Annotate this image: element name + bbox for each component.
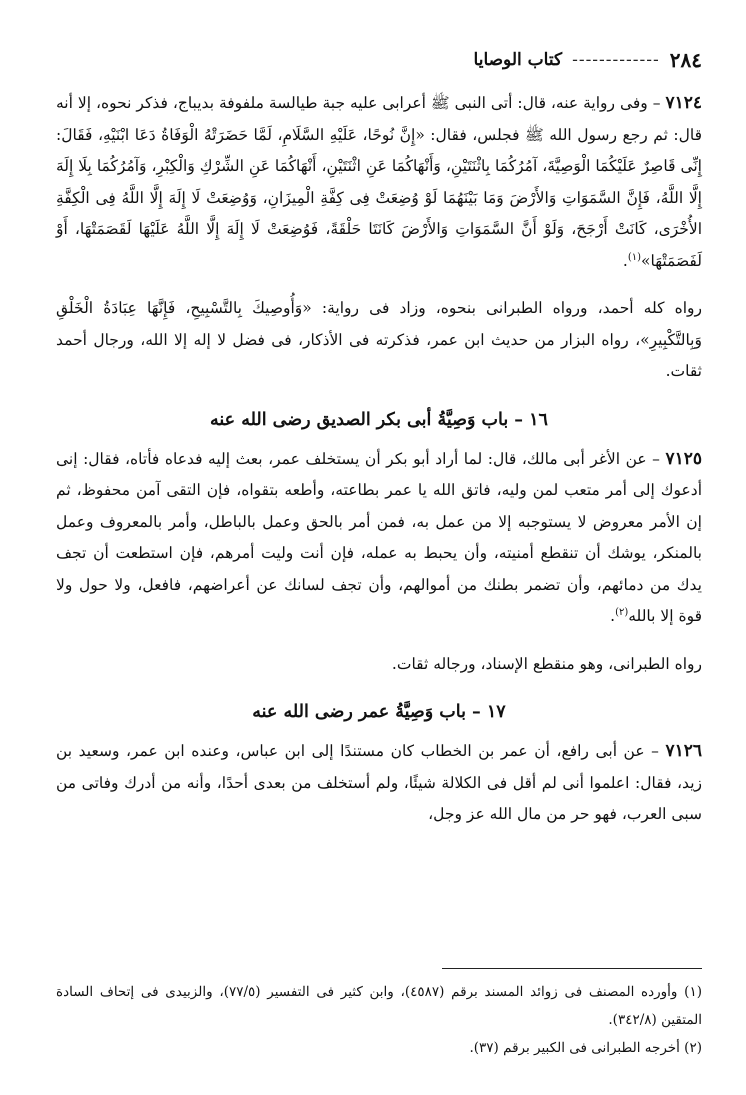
footnote-label: (٢) [684,1040,702,1056]
header-dashes: ------------- [572,50,660,70]
footnote-1 [56,978,702,1034]
footnote-label: (١) [684,984,702,1000]
hadith-text: – عن أبى رافع، أن عمر بن الخطاب كان مستندًا إلى ابن عباس، وعنده ابن عمر، وسعيد بن زيد، فقال: اعلموا أنى لم أقل فى الكلالة شيئًا، ولم أستخلف من بعدى أحدًا، وأنه من أدرك وفاتى من سبى العرب، فهو حر من مال الله عز وجل، [56,742,702,823]
chapter-heading-16: ١٦ – باب وَصِيَّةُ أبى بكر الصديق رضى الله عنه [210,409,548,430]
hadith-7126 [56,736,702,831]
book-title: كتاب الوصايا [473,50,563,70]
hadith-end: . [610,607,616,625]
hadith-7124 [56,88,702,277]
hadith-number: ٧١٢٦ [665,741,702,761]
footnote-text: أخرجه الطبرانى فى الكبير برقم (٣٧). [469,1040,685,1056]
footnotes [56,978,702,1062]
footnote-2 [56,1034,702,1062]
commentary-7124: رواه كله أحمد، ورواه الطبرانى بنحوه، وزاد فى رواية: «وَأُوصِيكَ بِالتَّسْبِيحِ، فَإِنَّهَا عِبَادَةُ الْخَلْقِ وَبِالتَّكْبِيرِ»، رواه البزار من حديث ابن عمر، فذكرته فى الأذكار، فى فضل لا إله إلا الله، ورجال أحمد ثقات. [56,299,702,380]
hadith-text: – وفى رواية عنه، قال: أتى النبى ﷺ أعرابى عليه جبة طيالسة ملفوفة بديباج، فذكر نحوه، إلا أنه قال: ثم رجع رسول الله ﷺ فجلس، فقال: «إِنَّ نُوحًا، عَلَيْهِ السَّلَامِ، لَمَّا حَضَرَتْهُ الْوَفَاةُ دَعَا ابْنَيْهِ، فَقَالَ: إِنِّى قَاصِرٌ عَلَيْكُمَا الْوَصِيَّةَ، آمُرُكُمَا بِاثْنَتَيْنِ، وَأَنْهَاكُمَا عَنِ اثْنَتَيْنِ، أَنْهَاكُمَا عَنِ الشِّرْكِ وَالْكِبْرِ، وَآمُرُكُمَا بِلَا إِلَهَ إِلَّا اللَّهُ، فَإِنَّ السَّمَوَاتِ وَالأَرْضَ وَمَا بَيْنَهُمَا لَوْ وُضِعَتْ فِى كِفَّةِ الْمِيزَانِ، وَوُضِعَتْ لَا إِلَهَ إِلَّا اللَّهُ فِى الْكِفَّةِ الأُخْرَى، كَانَتْ أَرْجَحَ، وَلَوْ أَنَّ السَّمَوَاتِ وَالأَرْضَ كَانَتَا حَلْقَةً، فَوُضِعَتْ لَا إِلَهَ إِلَّا اللَّهُ عَلَيْهَا لَقَصَمَتْهَا، أَوْ لَفَصَمَتْهَا» [56,94,702,270]
footnote-ref[interactable]: (١) [627,251,641,263]
hadith-text: – عن الأغر أبى مالك، قال: لما أراد أبو بكر أن يستخلف عمر، بعث إليه فدعاه فأتاه، فقال: إنى أدعوك إلى أمر متعب لمن وليه، فاتق الله يا عمر بطاعته، وأطعه بتقواه، فإن التقى آمن محفوظ، ثم إن الأمر معروض لا يستوجبه إلا من عمل به، فمن أمر بالحق وعمل بالباطل، وأمر بالمعروف وعمل بالمنكر، يوشك أن تنقطع أمنيته، وأن يحبط به عمله، فإن أنت وليت أمرهم، فإن استطعت أن تجف يدك من دمائهم، وأن تضمر بطنك من أموالهم، وأن تجف لسانك عن أعراضهم، فافعل، ولا حول ولا قوة إلا بالله [56,449,702,625]
page-header [56,44,702,76]
hadith-number: ٧١٢٥ [665,448,702,469]
page-number: ٢٨٤ [669,48,702,72]
hadith-end: . [622,251,628,270]
footnote-text: وأورده المصنف فى زوائد المسند برقم (٤٥٨٧)، وابن كثير فى التفسير (٧٧/٥)، والزبيدى فى إتحاف السادة المتقين (٣٤٢/٨). [56,984,702,1028]
footnote-divider [442,968,702,969]
commentary-7125: رواه الطبرانى، وهو منقطع الإسناد، ورجاله ثقات. [391,654,702,673]
hadith-number: ٧١٢٤ [665,93,702,113]
chapter-heading-17: ١٧ – باب وَصِيَّةُ عمر رضى الله عنه [252,702,506,722]
footnote-ref[interactable]: (٢) [615,606,629,618]
hadith-7125 [56,444,702,633]
